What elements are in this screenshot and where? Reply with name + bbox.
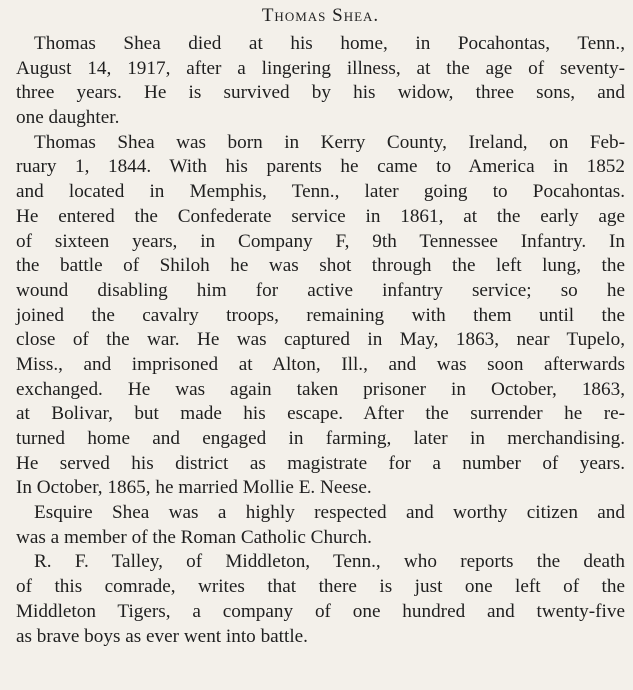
text-line: In October, 1865, he married Mollie E. Neese. <box>16 477 372 499</box>
text-line: wound disabling him for active infantry service; so he <box>16 279 625 301</box>
text-line: and located in Memphis, Tenn., later going to Pocahontas. <box>16 181 625 203</box>
text-line: exchanged. He was again taken prisoner in October, 1863, <box>16 378 625 400</box>
text-line: He entered the Confederate service in 1861, at the early age <box>16 205 625 227</box>
text-line: Esquire Shea was a highly respected and worthy citizen and <box>34 502 625 524</box>
text-line: one daughter. <box>16 107 120 129</box>
paragraph-character <box>16 501 625 550</box>
text-line: He served his district as magistrate for a number of years. <box>16 452 625 474</box>
text-line: of sixteen years, in Company F, 9th Tennessee Infantry. In <box>16 230 625 252</box>
text-line: was a member of the Roman Catholic Church. <box>16 526 372 548</box>
text-line: Thomas Shea died at his home, in Pocahontas, Tenn., <box>34 33 625 54</box>
text-line: as brave boys as ever went into battle. <box>16 625 308 647</box>
paragraph-reporter <box>16 550 625 649</box>
paragraph-biography <box>16 131 625 501</box>
text-line: at Bolivar, but made his escape. After the surrender he re- <box>16 403 625 425</box>
paragraph-death-notice <box>16 32 625 131</box>
text-line: the battle of Shiloh he was shot through the left lung, the <box>16 255 625 277</box>
text-line: August 14, 1917, after a lingering illness, at the age of seventy- <box>16 57 625 79</box>
article-title: Thomas Shea. <box>261 5 380 26</box>
text-line: close of the war. He was captured in May, 1863, near Tupelo, <box>16 329 625 351</box>
text-line: three years. He is survived by his widow, three sons, and <box>16 82 625 104</box>
text-line: Middleton Tigers, a company of one hundred and twenty-five <box>16 600 625 622</box>
text-line: R. F. Talley, of Middleton, Tenn., who reports the death <box>34 551 625 573</box>
text-line: joined the cavalry troops, remaining with them until the <box>16 304 625 326</box>
text-line: turned home and engaged in farming, later in merchandising. <box>16 428 625 449</box>
text-line: Miss., and imprisoned at Alton, Ill., and was soon afterwards <box>16 353 625 375</box>
text-line: of this comrade, writes that there is just one left of the <box>16 576 625 598</box>
text-line: Thomas Shea was born in Kerry County, Ireland, on Feb- <box>34 131 625 153</box>
text-line: ruary 1, 1844. With his parents he came to America in 1852 <box>16 156 625 178</box>
